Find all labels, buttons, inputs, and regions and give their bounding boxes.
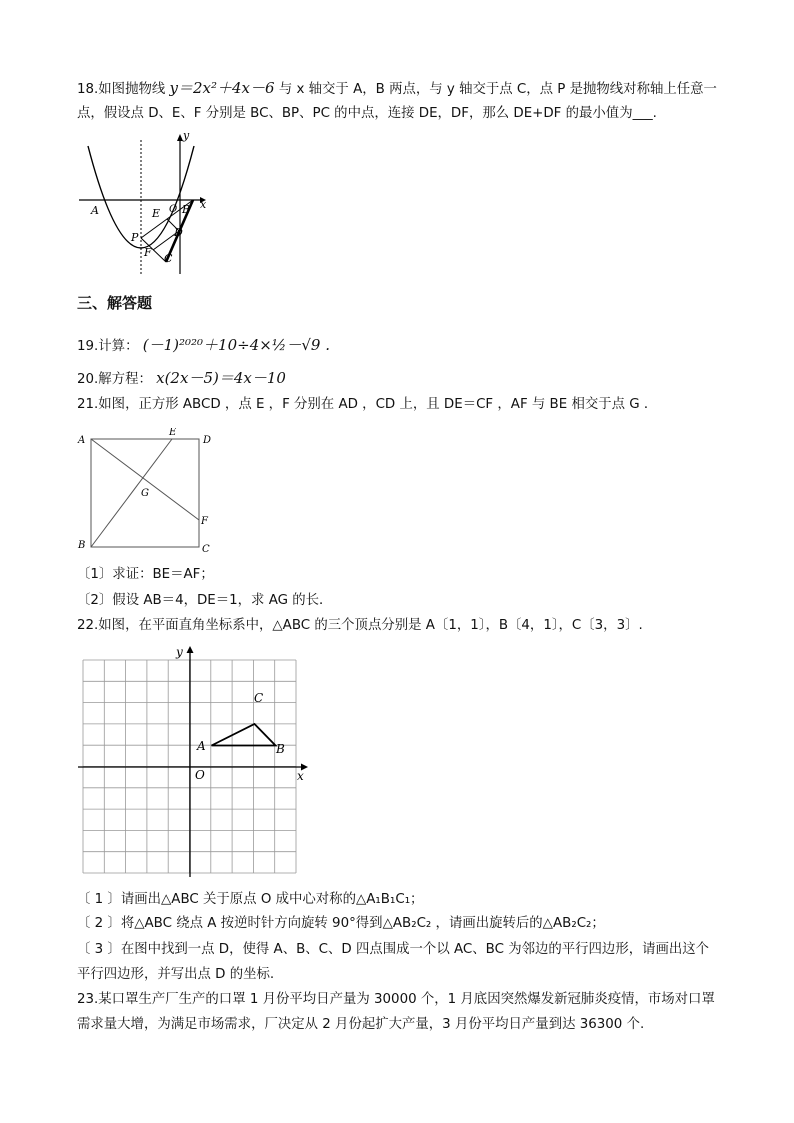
q18-prefix: 18.如图抛物线	[77, 82, 166, 97]
q18-label-y: y	[183, 129, 190, 142]
q20-prefix: 20.解方程：	[77, 372, 152, 387]
q22-label-o: O	[195, 768, 205, 782]
q22-label-b: B	[276, 742, 285, 756]
q22-text: 22.如图，在平面直角坐标系中，△ABC 的三个顶点分别是 A〔1，1〕，B〔4，1〕，C〔3，3〕.	[77, 618, 643, 633]
q21-label-f: F	[201, 516, 208, 527]
q21-label-e: E	[169, 428, 177, 438]
q19-line	[77, 336, 330, 356]
q22-sub3-line1: 〔 3 〕在图中找到一点 D，使得 A、B、C、D 四点围成一个以 AC、BC 为邻边的平行四边形，请画出这个	[77, 942, 710, 957]
q22-label-a: A	[197, 739, 206, 753]
q21-label-c: C	[202, 544, 210, 555]
q21-segment-be	[91, 439, 172, 547]
q20-formula: x(2x－5)＝4x－10	[156, 369, 286, 387]
q18-line2: 点，假设点 D、E、F 分别是 BC、BP、PC 的中点，连接 DE，DF，那么 DE+DF 的最小值为___.	[77, 106, 657, 121]
q22-sub3-line2: 平行四边形，并写出点 D 的坐标.	[77, 967, 275, 982]
q21-label-a: A	[78, 435, 86, 446]
q21-text: 21.如图，正方形 ABCD ，点 E ，F 分别在 AD ，CD 上，且 DE＝CF ，AF 与 BE 相交于点 G ．	[77, 397, 658, 412]
q21-sub2: 〔2〕假设 AB＝4，DE＝1，求 AG 的长．	[77, 593, 333, 608]
q18-formula: y＝2x²＋4x－6	[169, 79, 275, 97]
q22-y-arrow	[187, 646, 194, 653]
q18-label-e: E	[152, 207, 161, 220]
q22-label-y: y	[176, 645, 183, 659]
q18-label-b: B	[182, 203, 191, 216]
q18-label-x: x	[200, 198, 207, 211]
q19-prefix: 19.计算：	[77, 339, 139, 354]
q23-line2: 需求量大增，为满足市场需求，厂决定从 2 月份起扩大产量，3 月份平均日产量到达 36300 个.	[77, 1017, 645, 1032]
q18-suffix: 与 x 轴交于 A，B 两点，与 y 轴交于点 C，点 P 是抛物线对称轴上任意一	[278, 82, 717, 97]
q19-formula: (－1)²⁰²⁰＋10÷4×½－√9 .	[142, 336, 330, 354]
q22-grid-figure	[76, 643, 312, 878]
q18-label-f: F	[144, 246, 152, 259]
q18-label-o: O	[169, 204, 178, 215]
q18-label-c: C	[164, 252, 173, 265]
section-heading: 三、解答题	[77, 294, 153, 312]
q18-label-d: D	[174, 226, 183, 239]
q18-label-a: A	[91, 204, 99, 217]
q22-sub2: 〔 2 〕将△ABC 绕点 A 按逆时针方向旋转 90°得到△AB₂C₂ ，请画出旋转后的△AB₂C₂；	[77, 916, 605, 931]
q21-label-g: G	[141, 488, 149, 499]
q22-triangle-abc	[212, 724, 276, 746]
q22-sub1: 〔 1 〕请画出△ABC 关于原点 O 成中心对称的△A₁B₁C₁；	[77, 892, 424, 907]
q21-segment-af	[91, 439, 199, 520]
q18-parabola-figure	[76, 128, 216, 278]
q21-sub1: 〔1〕求证：BE＝AF；	[77, 567, 214, 582]
q23-line1: 23.某口罩生产厂生产的口罩 1 月份平均日产量为 30000 个，1 月底因突然爆发新冠肺炎疫情，市场对口罩	[77, 992, 715, 1007]
q21-label-b: B	[78, 540, 86, 551]
q21-square-figure	[76, 428, 216, 558]
q18-label-p: P	[131, 231, 139, 244]
q20-line	[77, 369, 286, 389]
q18-line1	[77, 79, 717, 99]
q21-label-d: D	[203, 435, 212, 446]
q22-label-c: C	[254, 691, 264, 705]
q22-label-x: x	[297, 769, 304, 783]
